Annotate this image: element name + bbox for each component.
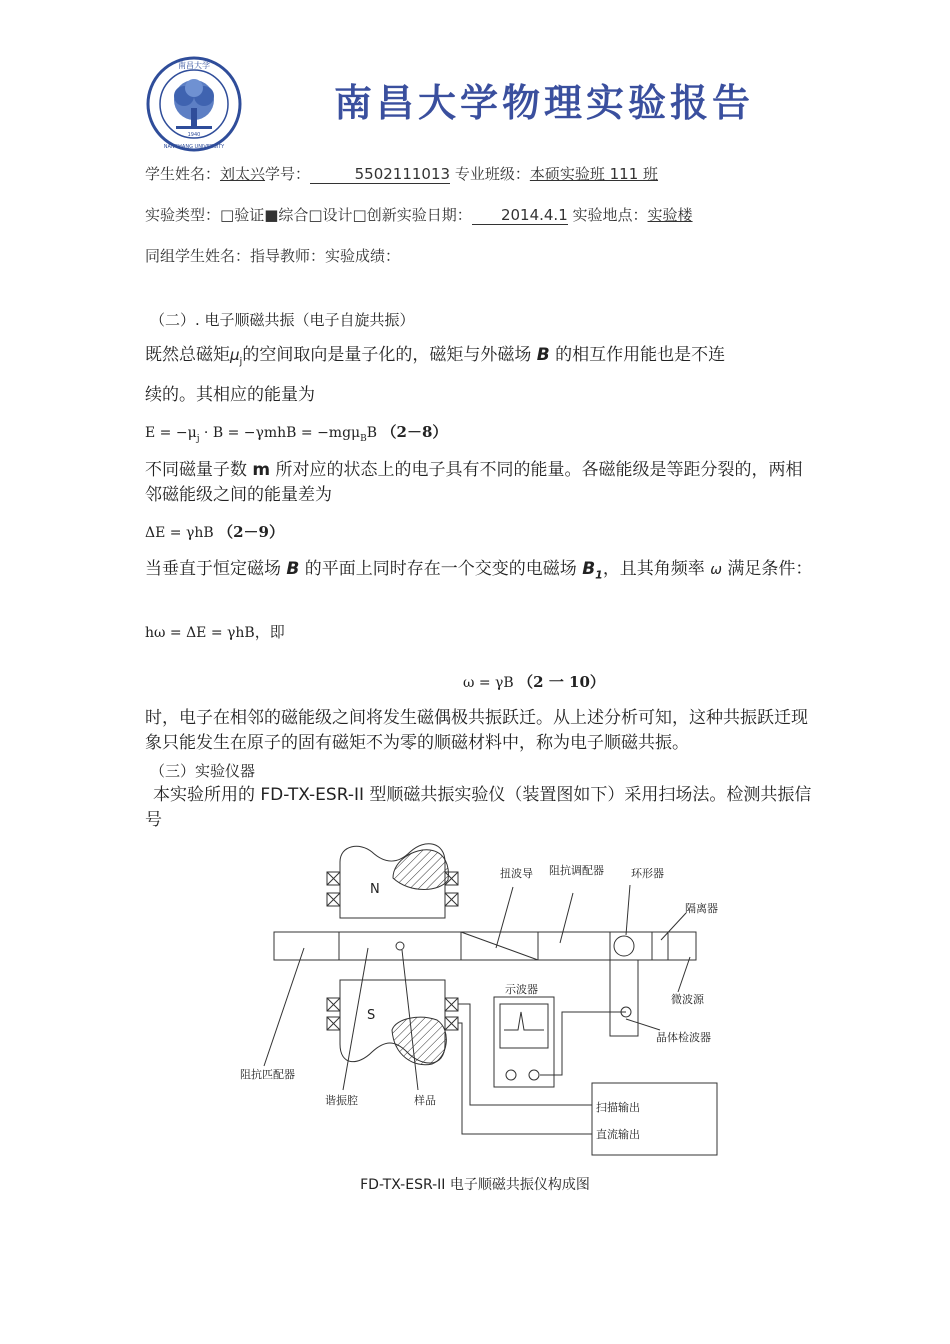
circulator-symbol [614, 936, 634, 956]
eq3-tail: ，即 [254, 623, 285, 641]
sample-marker [396, 942, 404, 950]
p3-field-B1-sub: 1 [595, 568, 603, 582]
info-line-group: 同组学生姓名：指导教师：实验成绩： [145, 247, 401, 265]
date-label: 实验日期： [396, 206, 472, 224]
paragraph-1-line-2: 续的。其相应的能量为 [145, 385, 315, 405]
diagram-caption: FD-TX-ESR-II 电子顺磁共振仪构成图 [360, 1177, 590, 1193]
eq2-body: ΔE = γhB [145, 525, 214, 541]
class-value: 本硕实验班 111 班 [529, 165, 659, 183]
label-n: N [370, 882, 380, 897]
p2-text-a: 不同磁量子数 [145, 460, 247, 480]
eq4-body: ω = γB [463, 675, 514, 691]
p3-omega: ω [710, 562, 722, 578]
label-twist-waveguide: 扭波导 [500, 867, 533, 880]
p3-text-a: 当垂直于恒定磁场 [145, 559, 281, 579]
student-name: 刘太兴 [220, 165, 266, 183]
paragraph-4: 时，电子在相邻的磁能级之间将发生磁偶极共振跃迁。从上述分析可知，这种共振跃迁现象只能发生在原子的固有磁矩不为零的顺磁材料中，称为电子顺磁共振。 [145, 708, 808, 753]
p3-text-c: ，且其角频率 [602, 559, 705, 579]
mu-subscript: j [239, 356, 243, 368]
place-value: 实验楼 [647, 206, 693, 224]
place-label: 实验地点： [572, 206, 648, 224]
type-label: 实验类型： [145, 206, 221, 224]
eq2-number: （2－9） [218, 523, 284, 541]
section-heading-3: （三）实验仪器 [150, 762, 256, 780]
label-impedance-matcher: 阻抗匹配器 [240, 1068, 295, 1081]
label-dc-output: 直流输出 [596, 1128, 640, 1141]
label-sample: 样品 [414, 1094, 436, 1107]
eq1-part-b: · B = −γmhB = −mgμ [199, 425, 361, 441]
eq3-body: hω = ΔE = γhB [145, 625, 255, 641]
eq1-part-a: E = −μ [145, 425, 197, 441]
p3-field-B: B [286, 559, 300, 579]
student-label: 学生姓名： [145, 165, 221, 183]
report-title: 南昌大学物理实验报告 [334, 80, 755, 125]
label-isolator: 隔离器 [685, 902, 718, 915]
label-sweep-output: 扫描输出 [596, 1101, 640, 1114]
id-label: 学号： [265, 165, 311, 183]
p1-field-B: B [536, 345, 550, 365]
control-box [592, 1083, 717, 1155]
mu-symbol: μ [230, 346, 240, 364]
p3-field-B1: B [582, 559, 596, 579]
p1-text-b: 的空间取向是量子化的，磁矩与外磁场 [242, 345, 532, 365]
type-options: □验证■综合□设计□创新 [220, 206, 397, 224]
logo-year: 1940 [187, 132, 201, 138]
logo-text-cn: 南昌大学 [178, 61, 210, 70]
date-value: 2014.4.1 [472, 206, 568, 225]
magnet-n-pole-hatch [393, 850, 448, 890]
paragraph-5: 本实验所用的 FD-TX-ESR-II 型顺磁共振实验仪（装置图如下）采用扫场法。检测共振信号 [145, 785, 812, 830]
label-crystal-detector: 晶体检波器 [656, 1031, 711, 1044]
label-circulator: 环形器 [631, 867, 664, 880]
p2-text-b: 所对应的状态上的电子具有不同的能量。各磁能级是等距分裂的，两相邻磁能级之间的能量差为 [145, 460, 803, 505]
label-impedance-tuner: 阻抗调配器 [549, 864, 604, 877]
logo-text-en: NANCHANG UNIVERSITY [163, 144, 225, 150]
class-label: 专业班级： [454, 165, 530, 183]
eq1-sub-j: j [196, 433, 200, 444]
magnet-s-pole-hatch [392, 1017, 446, 1065]
p3-text-d: 满足条件： [727, 559, 813, 579]
label-resonator: 谐振腔 [325, 1094, 358, 1107]
id-value: 5502111013 [310, 165, 450, 184]
p1-text-a: 既然总磁矩 [145, 345, 230, 365]
eq1-part-c: B [366, 425, 378, 441]
p2-m: m [252, 460, 271, 480]
eq1-number: （2－8） [381, 423, 448, 441]
label-s: S [367, 1008, 376, 1023]
eq1-sub-B: B [360, 433, 367, 444]
detector-branch [610, 960, 638, 1036]
p3-text-b: 的平面上同时存在一个交变的电磁场 [304, 559, 577, 579]
oscilloscope-box [494, 997, 554, 1087]
label-microwave-source: 微波源 [671, 993, 704, 1006]
p1-text-c: 的相互作用能也是不连 [555, 345, 726, 365]
waveguide-main [274, 932, 696, 960]
label-oscilloscope: 示波器 [505, 983, 538, 996]
section-heading-2: （二）. 电子顺磁共振（电子自旋共振） [150, 311, 415, 329]
eq4-number: （2 一 10） [518, 673, 605, 691]
